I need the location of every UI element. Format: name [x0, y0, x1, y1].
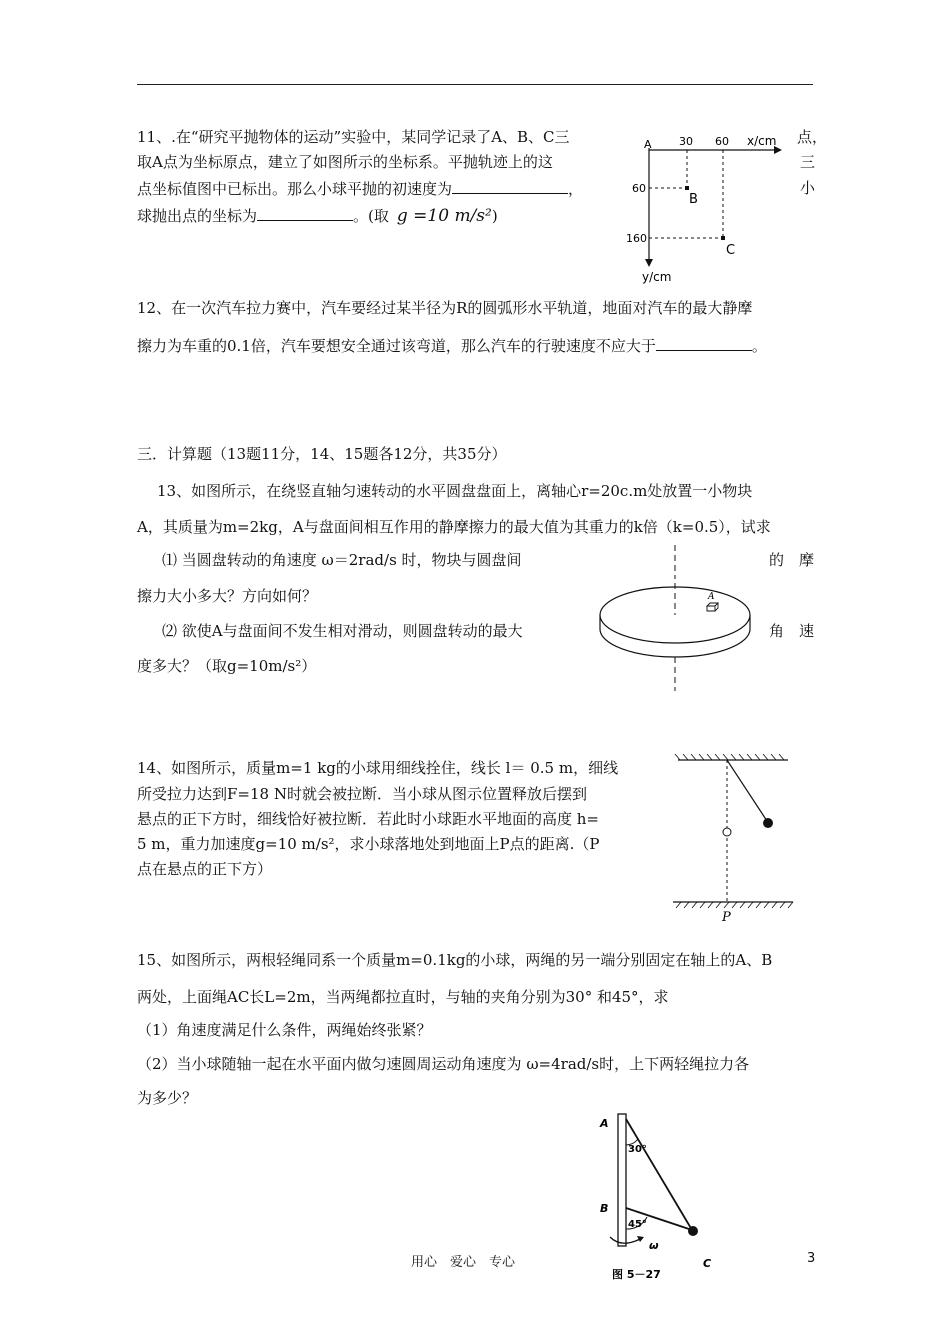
x-tick-60: 60 — [715, 135, 729, 148]
q15-part2-line2: 为多少？ — [137, 1089, 198, 1107]
q15-part1: （1）角速度满足什么条件，两绳始终张紧？ — [137, 1021, 432, 1039]
q13-line2: A，其质量为m=2kg，A与盘面间相互作用的静摩擦力的最大值为其重力的k倍（k=0.5），试求 — [137, 518, 771, 536]
point-b-marker — [685, 186, 689, 190]
point-c-marker — [721, 236, 725, 240]
q13-line1: 13、如图所示，在绕竖直轴匀速转动的水平圆盘盘面上，离轴心r=20c.m处放置一小物块 — [157, 482, 753, 500]
q13-part2: ⑵ 欲使A与盘面间不发生相对滑动，则圆盘转动的最大 — [162, 622, 523, 640]
section3-heading: 三．计算题（13题11分，14、15题各12分，共35分） — [137, 445, 507, 463]
q11-figure — [622, 130, 797, 285]
q11-line4 — [137, 205, 498, 226]
y-axis-label: y/cm — [642, 270, 672, 284]
q11-line3-tail: 小 — [800, 179, 816, 197]
point-p-label: P — [722, 910, 731, 924]
q13-part1: ⑴ 当圆盘转动的角速度 ω＝2rad/s 时，物块与圆盘间 — [162, 551, 522, 569]
lowest-position-ball-outline — [723, 828, 731, 836]
point-c-label: C — [726, 243, 736, 258]
q15-part2: （2）当小球随轴一起在水平面内做匀速圆周运动角速度为 ω=4rad/s时，上下两轻绳拉力各 — [137, 1055, 750, 1073]
figure-caption: 图 5－27 — [612, 1268, 661, 1281]
q14-line3: 悬点的正下方时，细线恰好被拉断．若此时小球距水平地面的高度 h= — [137, 810, 600, 828]
q14-line5: 点在悬点的正下方） — [137, 860, 273, 878]
pendulum-string — [727, 760, 767, 821]
q13-part1-tail: 的 摩 — [769, 551, 815, 569]
q11-line1: 11、.在“研究平抛物体的运动”实验中，某同学记录了A、B、C三 — [137, 128, 570, 146]
ball-c — [688, 1226, 698, 1236]
q13-part1-line2: 擦力大小多大？方向如何？ — [137, 587, 318, 605]
pendulum-ball — [763, 818, 773, 828]
y-tick-60: 60 — [632, 182, 646, 195]
block-a-label: A — [708, 592, 715, 602]
q14-line4: 5 m，重力加速度g=10 m/s²，求小球落地处到地面上P点的距离.（P — [137, 835, 600, 853]
q13-part2-tail: 角 速 — [769, 622, 815, 640]
ground-hatch — [676, 902, 793, 908]
q11-g-close: ) — [491, 207, 498, 225]
q11-line3-comma: ， — [568, 180, 584, 198]
q11-line2-tail: 三 — [800, 153, 816, 171]
q12-answer-blank[interactable] — [656, 335, 752, 351]
q14-line1: 14、如图所示，质量m=1 kg的小球用细线拴住，线长 l＝ 0.5 m，细线 — [137, 759, 619, 777]
label-a: A — [600, 1117, 609, 1130]
q11-line2: 取A点为坐标原点，建立了如图所示的坐标系。平抛轨迹上的这 — [137, 153, 553, 171]
q11-answer-blank-coordinate[interactable] — [257, 205, 353, 221]
q15-line2: 两处，上面绳AC长L=2m，当两绳都拉直时，与轴的夹角分别为30° 和45°，求 — [137, 988, 669, 1006]
q11-line1-tail: 点， — [797, 128, 828, 146]
omega-label: ω — [649, 1239, 659, 1252]
q13-figure-disk — [592, 543, 762, 693]
q11-line3 — [137, 178, 583, 199]
angle-label-30: 30° — [628, 1144, 647, 1155]
rotation-arrowhead-icon — [637, 1236, 644, 1242]
q15-figure-rotating-axis — [596, 1112, 736, 1284]
upper-rope-ac — [626, 1119, 692, 1230]
q14-figure-pendulum — [668, 752, 798, 924]
q11-g-formula: g =10 m/s² — [396, 206, 492, 226]
ceiling-hatch — [675, 754, 784, 760]
point-b-label: B — [689, 192, 698, 207]
q13-part2-line2: 度多大？（取g=10m/s²） — [137, 657, 317, 675]
q12-line2 — [137, 335, 767, 356]
footer-motto: 用心 爱心 专心 — [411, 1255, 516, 1270]
label-c: C — [703, 1257, 712, 1270]
y-axis-arrow-icon — [645, 259, 653, 267]
q11-line3-text: 点坐标值图中已标出。那么小球平抛的初速度为 — [137, 180, 453, 198]
origin-label: A — [644, 138, 652, 151]
q12-line2-end: 。 — [751, 337, 767, 355]
y-tick-160: 160 — [626, 232, 647, 245]
x-axis-label: x/cm — [747, 134, 777, 148]
q15-line1: 15、如图所示，两根轻绳同系一个质量m=0.1kg的小球，两绳的另一端分别固定在轴上的A、B — [137, 951, 773, 969]
q11-line4-take: 。(取 — [353, 207, 389, 225]
angle-label-45: 45° — [628, 1219, 647, 1230]
header-rule — [137, 84, 813, 85]
axis-shaft — [618, 1114, 626, 1246]
x-tick-30: 30 — [679, 135, 693, 148]
q14-line2: 所受拉力达到F=18 N时就会被拉断．当小球从图示位置释放后摆到 — [137, 785, 587, 803]
q11-answer-blank-velocity[interactable] — [452, 178, 568, 194]
page-number: 3 — [807, 1251, 816, 1266]
q12-line2-text: 擦力为车重的0.1倍，汽车要想安全通过该弯道，那么汽车的行驶速度不应大于 — [137, 337, 656, 355]
q12-line1: 12、在一次汽车拉力赛中，汽车要经过某半径为R的圆弧形水平轨道，地面对汽车的最大静摩 — [137, 299, 753, 317]
q11-line4-text: 球抛出点的坐标为 — [137, 207, 258, 225]
label-b: B — [600, 1202, 609, 1215]
